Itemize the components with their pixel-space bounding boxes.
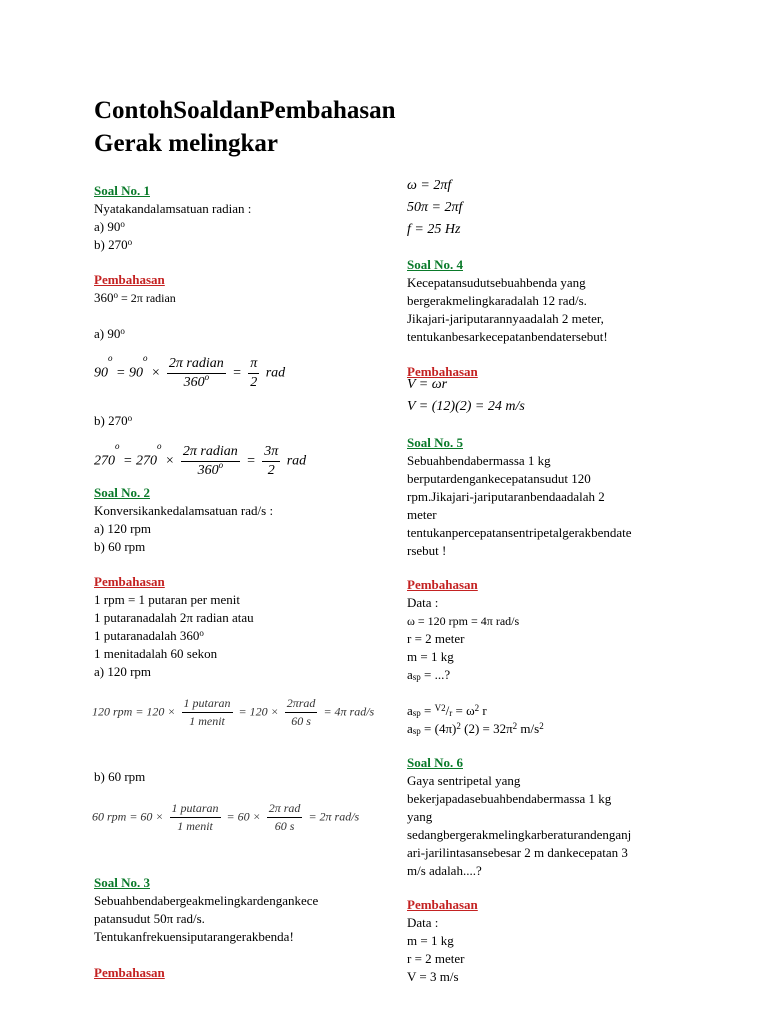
soal-1-option-b: b) 270$^o$ [94, 237, 133, 252]
soal-3-heading: Soal No. 3 [94, 875, 150, 890]
pembahasan-3-heading: Pembahasan [94, 965, 165, 980]
soal-6-line-4: sedangbergerakmelingkarberaturandenganj [407, 827, 632, 842]
pembahasan-5-line-6: $a_{sp} = ^{V2}/_r = \omega^2$ r [407, 703, 487, 718]
equation-60-rpm: 60 rpm = 60 × $\frac{\text{1 putaran}}{\text{1 menit}}$ = 60 × $\frac{\text{2π rad}}{60 s}$ = 2π rad/s [92, 801, 360, 833]
equation-frequency: f = 25 Hz [407, 222, 461, 237]
equation-90-deg: $90^o = 90^o$ × $\frac{\text{2π radian}}{360^o}$ = $\frac{\pi}{2}$ rad [94, 353, 286, 390]
pembahasan-1-b-label: b) 270$^o$ [94, 413, 133, 428]
pembahasan-6-line-3: r = 2 meter [407, 951, 465, 966]
equation-omega-1: ω = 2πf [407, 178, 452, 193]
soal-4-line-4: tentukanbesarkecepatanbendatersebut! [407, 329, 608, 344]
pembahasan-5-line-7: $a_{sp} = (4\pi)^2$ $(2) = 32\pi^2$ $m/s^2$ [407, 721, 544, 736]
soal-1-text: Nyatakandalamsatuan radian : [94, 201, 252, 216]
pembahasan-1-a-label: a) 90$^o$ [94, 326, 125, 341]
pembahasan-5-line-3: r = 2 meter [407, 631, 465, 646]
pembahasan-2-line-1: 1 rpm = 1 putaran per menit [94, 592, 240, 607]
equation-velocity-1: V = ωr [407, 377, 448, 392]
document-title-line1: ContohSoaldanPembahasan [94, 97, 396, 124]
pembahasan-6-line-2: m = 1 kg [407, 933, 454, 948]
pembahasan-2-heading: Pembahasan [94, 574, 165, 589]
pembahasan-1-heading: Pembahasan [94, 272, 165, 287]
pembahasan-5-line-4: m = 1 kg [407, 649, 454, 664]
soal-1-heading: Soal No. 1 [94, 183, 150, 198]
pembahasan-5-line-5: $a_{sp}$ = ...? [407, 667, 451, 682]
soal-5-line-3: rpm.Jikajari-jariputaranbendaadalah 2 [407, 489, 605, 504]
document-title-line2: Gerak melingkar [94, 130, 279, 157]
soal-4-heading: Soal No. 4 [407, 257, 463, 272]
soal-2-option-b: b) 60 rpm [94, 539, 146, 554]
soal-5-line-2: berputardengankecepatansudut 120 [407, 471, 591, 486]
equation-270-deg: $270^o = 270^o$ × $\frac{\text{2π radian}}{360^o}$ = $\frac{3\pi}{2}$ rad [94, 441, 307, 478]
equation-120-rpm: 120 rpm = 120 × $\frac{\text{1 putaran}}{\text{1 menit}}$ = 120 × $\frac{\text{2πrad}}{60 s}$ = 4π rad/s [92, 696, 375, 728]
pembahasan-2-line-6: b) 60 rpm [94, 769, 146, 784]
pembahasan-2-line-5: a) 120 rpm [94, 664, 152, 679]
soal-6-line-3: yang [407, 809, 433, 824]
soal-3-line-2: patansudut 50π rad/s. [94, 911, 205, 926]
soal-5-line-4: meter [407, 507, 437, 522]
soal-2-option-a: a) 120 rpm [94, 521, 152, 536]
pembahasan-2-line-2: 1 putaranadalah 2π radian atau [94, 610, 254, 625]
soal-3-line-1: Sebuahbendabergeakmelingkardengankece [94, 893, 319, 908]
equation-velocity-2: V = (12)(2) = 24 m/s [407, 399, 525, 414]
pembahasan-2-line-3: 1 putaranadalah 360$^o$ [94, 628, 204, 643]
soal-6-line-6: m/s adalah....? [407, 863, 482, 878]
soal-6-line-2: bekerjapadasebuahbendabermassa 1 kg [407, 791, 612, 806]
soal-5-line-1: Sebuahbendabermassa 1 kg [407, 453, 551, 468]
soal-2-heading: Soal No. 2 [94, 485, 150, 500]
pembahasan-6-heading: Pembahasan [407, 897, 478, 912]
pembahasan-6-line-4: V = 3 m/s [407, 969, 459, 984]
equation-omega-2: 50π = 2πf [407, 200, 463, 215]
soal-6-line-5: ari-jarilintasansebesar 2 m dankecepatan 3 [407, 845, 628, 860]
soal-1-option-a: a) 90$^o$ [94, 219, 125, 234]
pembahasan-4-heading: Pembahasan [407, 364, 478, 379]
soal-5-line-5: tentukanpercepatansentripetalgerakbendate [407, 525, 632, 540]
soal-6-heading: Soal No. 6 [407, 755, 463, 770]
pembahasan-6-line-1: Data : [407, 915, 439, 930]
pembahasan-2-line-4: 1 menitadalah 60 sekon [94, 646, 218, 661]
soal-2-text: Konversikankedalamsatuan rad/s : [94, 503, 274, 518]
soal-4-line-2: bergerakmelingkaradalah 12 rad/s. [407, 293, 587, 308]
soal-4-line-3: Jikajari-jariputarannyaadalah 2 meter, [407, 311, 604, 326]
pembahasan-5-line-2: ω = 120 rpm = 4π rad/s [407, 614, 520, 628]
soal-6-line-1: Gaya sentripetal yang [407, 773, 521, 788]
soal-4-line-1: Kecepatansudutsebuahbenda yang [407, 275, 586, 290]
soal-5-heading: Soal No. 5 [407, 435, 463, 450]
pembahasan-5-line-1: Data : [407, 595, 439, 610]
soal-5-line-6: rsebut ! [407, 543, 447, 558]
pembahasan-5-heading: Pembahasan [407, 577, 478, 592]
soal-3-line-3: Tentukanfrekuensiputarangerakbenda! [94, 929, 294, 944]
pembahasan-1-line: $360^o = 2\pi$ radian [94, 290, 176, 305]
